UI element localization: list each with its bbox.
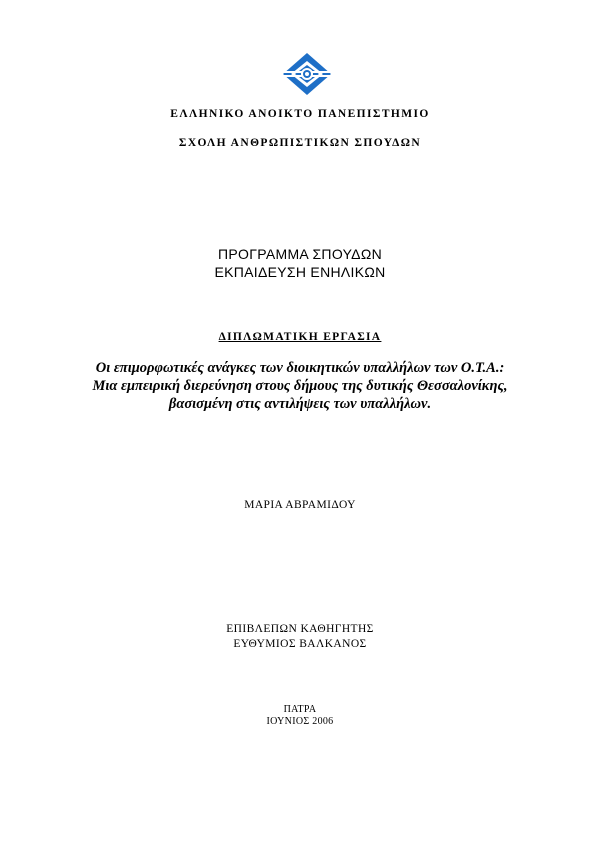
thesis-title-line-2: Μια εμπειρική διερεύνηση στους δήμους της δυτικής Θεσσαλονίκης, <box>92 378 508 394</box>
school-name: ΣΧΟΛΗ ΑΝΘΡΩΠΙΣΤΙΚΩΝ ΣΠΟΥΔΩΝ <box>178 137 422 149</box>
program-title: ΠΡΟΓΡΑΜΜΑ ΣΠΟΥΔΩΝ <box>218 246 382 262</box>
thesis-label: ΔΙΠΛΩΜΑΤΙΚΗ ΕΡΓΑΣΙΑ <box>218 331 382 343</box>
university-logo-icon <box>282 52 332 96</box>
university-name: ΕΛΛΗΝΙΚΟ ΑΝΟΙΚΤΟ ΠΑΝΕΠΙΣΤΗΜΙΟ <box>170 108 430 120</box>
thesis-title-line-3: βασισμένη στις αντιλήψεις των υπαλλήλων. <box>168 396 432 412</box>
supervisor-name: ΕΥΘΥΜΙΟΣ ΒΑΛΚΑΝΟΣ <box>233 638 367 650</box>
city: ΠΑΤΡΑ <box>283 704 317 715</box>
program-subtitle: ΕΚΠΑΙΔΕΥΣΗ ΕΝΗΛΙΚΩΝ <box>214 264 386 280</box>
date: ΙΟΥΝΙΟΣ 2006 <box>266 716 334 727</box>
university-logo-graphic <box>282 52 332 96</box>
thesis-title-line-1: Οι επιμορφωτικές ανάγκες των διοικητικών υπαλλήλων των Ο.Τ.Α.: <box>95 360 505 376</box>
author-name: ΜΑΡΙΑ ΑΒΡΑΜΙΔΟΥ <box>244 499 356 511</box>
supervisor-label: ΕΠΙΒΛΕΠΩΝ ΚΑΘΗΓΗΤΗΣ <box>226 623 374 635</box>
